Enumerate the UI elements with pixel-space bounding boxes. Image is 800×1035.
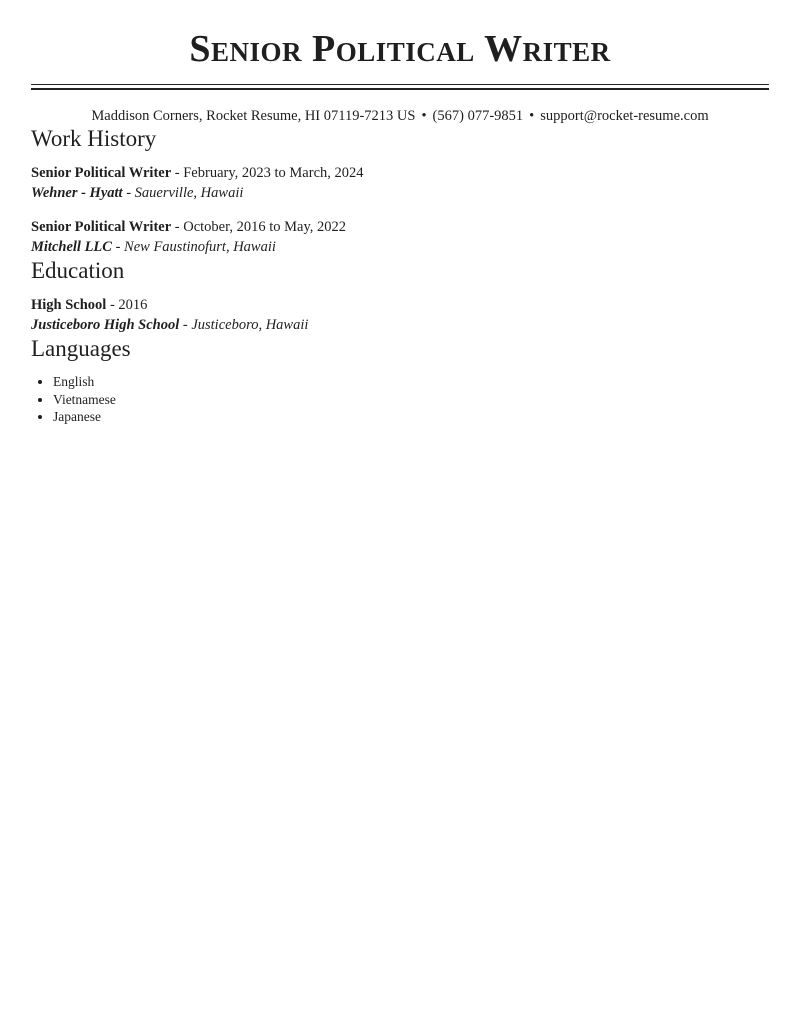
- contact-email: support@rocket-resume.com: [540, 108, 709, 124]
- language-item: • Vietnamese: [53, 391, 769, 409]
- job-company: Wehner - Hyatt: [31, 185, 123, 201]
- languages-list: [31, 373, 769, 426]
- job-dates: - February, 2023 to March, 2024: [171, 165, 364, 181]
- contact-phone: (567) 077-9851: [432, 108, 524, 124]
- work-entry-line2: [31, 237, 769, 257]
- education-heading: Education: [31, 258, 125, 283]
- contact-address: Maddison Corners, Rocket Resume, HI 07119-7213 US: [91, 108, 416, 124]
- work-history-heading: Work History: [31, 126, 157, 151]
- work-entry: [31, 163, 769, 203]
- work-history-section: [31, 125, 769, 257]
- header-divider-thick: [31, 88, 769, 90]
- language-item: • Japanese: [53, 408, 769, 426]
- job-location: - New Faustinofurt, Hawaii: [111, 239, 276, 255]
- education-location: - Justiceboro, Hawaii: [179, 317, 309, 333]
- languages-section: [31, 335, 769, 426]
- language-item: • English: [53, 373, 769, 391]
- job-dates: - October, 2016 to May, 2022: [171, 219, 347, 235]
- education-entry-line1: [31, 295, 769, 315]
- contact-separator: •: [529, 108, 535, 124]
- header-divider-thin: [31, 84, 769, 85]
- job-position: Senior Political Writer: [31, 219, 172, 235]
- education-degree: High School: [31, 297, 107, 313]
- job-position: Senior Political Writer: [31, 165, 172, 181]
- education-school: Justiceboro High School: [31, 317, 180, 333]
- resume-title: Senior Political Writer: [189, 28, 611, 70]
- education-entry: [31, 295, 769, 335]
- languages-heading: Languages: [31, 336, 131, 361]
- job-location: - Sauerville, Hawaii: [122, 185, 244, 201]
- contact-separator: •: [421, 108, 427, 124]
- work-entry-line1: [31, 217, 769, 237]
- education-entry-line2: [31, 315, 769, 335]
- work-entry: [31, 217, 769, 257]
- education-section: [31, 257, 769, 335]
- job-company: Mitchell LLC: [31, 239, 112, 255]
- work-entry-line1: [31, 163, 769, 183]
- work-entry-line2: [31, 183, 769, 203]
- contact-line: [31, 107, 769, 125]
- education-year: - 2016: [106, 297, 148, 313]
